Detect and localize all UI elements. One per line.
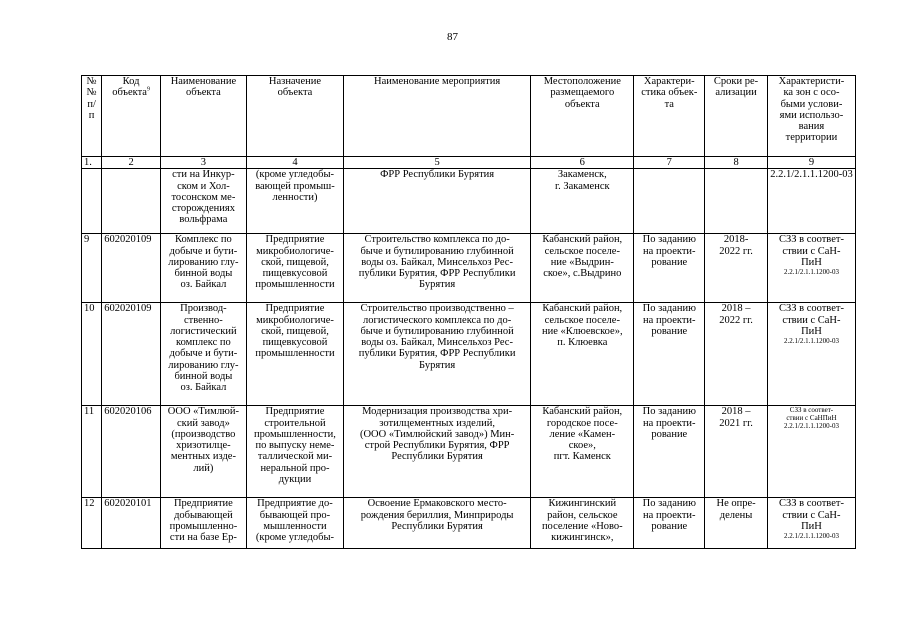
row-location: Кабанский район, сельское поселе- ние «Клюевское», п. Клюевка — [531, 303, 634, 406]
column-number: 8 — [705, 157, 768, 169]
row-measure: ФРР Республики Бурятия — [344, 169, 531, 234]
row-terms: Не опре- делены — [705, 498, 768, 549]
header-measure: Наименование мероприятия — [344, 76, 531, 157]
row-code — [102, 169, 161, 234]
row-characteristic — [634, 169, 705, 234]
row-terms: 2018 – 2021 гг. — [705, 406, 768, 498]
row-name: Производ- ственно- логистический комплекс по добыче и бути- лированию глу- бинной воды оз. Байкал — [160, 303, 246, 406]
header-num: № № п/ п — [82, 76, 102, 157]
row-zones — [767, 498, 855, 549]
header-location: Местоположение размещаемого объекта — [531, 76, 634, 157]
header-purpose: Назначение объекта — [246, 76, 343, 157]
page-number: 87 — [447, 31, 458, 43]
row-zones-norm: 2.2.1/2.1.1.1200-03 — [783, 337, 839, 346]
row-characteristic: По заданию на проекти- рование — [634, 234, 705, 303]
row-measure: Освоение Ермаковского место- рождения бериллия, Минприроды Республики Бурятия — [344, 498, 531, 549]
row-zones-main: СЗЗ в соответ- ствии с СаН- ПиН — [778, 234, 844, 268]
row-purpose: Предприятие до- бывающей про- мышленности (кроме угледобы- — [246, 498, 343, 549]
column-number: 5 — [344, 157, 531, 169]
header-code-footnote: 9 — [146, 86, 150, 93]
row-location: Закаменск, г. Закаменск — [531, 169, 634, 234]
row-zones-norm: 2.2.1/2.1.1.1200-03 — [767, 169, 855, 234]
row-zones — [767, 406, 855, 498]
table-row — [82, 169, 856, 234]
row-num: 12 — [82, 498, 102, 549]
row-name: Предприятие добывающей промышленно- сти на базе Ер- — [160, 498, 246, 549]
row-terms — [705, 169, 768, 234]
measures-table — [81, 75, 856, 549]
row-zones-main: СЗЗ в соответ- ствии с СаНПиН — [786, 406, 837, 423]
column-number: 9 — [767, 157, 855, 169]
table-row — [82, 303, 856, 406]
row-purpose: Предприятие микробиологиче- ской, пищевой, пищевкусовой промышленности — [246, 303, 343, 406]
table-row — [82, 406, 856, 498]
row-name: ООО «Тимлюй- ский завод» (производство хризотилце- ментных изде- лий) — [160, 406, 246, 498]
row-purpose: Предприятие строительной промышленности, по выпуску неме- таллической ми- неральной про- дукции — [246, 406, 343, 498]
row-purpose: Предприятие микробиологиче- ской, пищевой, пищевкусовой промышленности — [246, 234, 343, 303]
row-measure: Модернизация производства хри- зотилцементных изделий, (ООО «Тимлюйский завод») Мин- строй Республики Бурятия, ФРР Республики Бурятия — [344, 406, 531, 498]
row-zones-norm: 2.2.1/2.1.1.1200-03 — [783, 268, 839, 277]
header-name: Наименование объекта — [160, 76, 246, 157]
row-characteristic: По заданию на проекти- рование — [634, 406, 705, 498]
row-purpose: (кроме угледобы- вающей промыш- ленности) — [246, 169, 343, 234]
column-number: 3 — [160, 157, 246, 169]
row-zones — [767, 234, 855, 303]
header-zones: Характеристи- ка зон с осо- быми услови- ями использо- вания территории — [767, 76, 855, 157]
row-num: 11 — [82, 406, 102, 498]
row-name: Комплекс по добыче и бути- лированию глу- бинной воды оз. Байкал — [160, 234, 246, 303]
row-location: Кижингинский район, сельское поселение «Ново- кижингинск», — [531, 498, 634, 549]
row-code: 602020109 — [102, 303, 161, 406]
row-code: 602020109 — [102, 234, 161, 303]
header-characteristic: Характери- стика объек- та — [634, 76, 705, 157]
row-num: 9 — [82, 234, 102, 303]
row-characteristic: По заданию на проекти- рование — [634, 303, 705, 406]
row-measure: Строительство производственно – логистического комплекса по до- быче и бутилированию глубинной воды оз. Байкал, Минсельхоз Рес- публики Бурятия, ФРР Республики Бурятия — [344, 303, 531, 406]
table-row — [82, 234, 856, 303]
row-code: 602020106 — [102, 406, 161, 498]
row-num: 10 — [82, 303, 102, 406]
header-terms: Сроки ре- ализации — [705, 76, 768, 157]
row-measure: Строительство комплекса по до- быче и бутилированию глубинной воды оз. Байкал, Минсельхоз Рес- публики Бурятия, ФРР Республики Бурятия — [344, 234, 531, 303]
row-characteristic: По заданию на проекти- рование — [634, 498, 705, 549]
row-terms: 2018 – 2022 гг. — [705, 303, 768, 406]
row-zones-main: СЗЗ в соответ- ствии с СаН- ПиН — [778, 303, 844, 337]
column-number: 4 — [246, 157, 343, 169]
row-terms: 2018- 2022 гг. — [705, 234, 768, 303]
header-code-label: Код объекта — [112, 76, 147, 99]
row-zones-main: СЗЗ в соответ- ствии с СаН- ПиН — [778, 498, 844, 532]
column-number: 6 — [531, 157, 634, 169]
header-code — [102, 76, 161, 157]
row-num — [82, 169, 102, 234]
header-row — [82, 76, 856, 157]
row-zones-norm: 2.2.1/2.1.1.1200-03 — [783, 532, 839, 541]
row-location: Кабанский район, сельское поселе- ние «Выдрин- ское», с.Выдрино — [531, 234, 634, 303]
row-location: Кабанский район, городское посе- ление «Камен- ское», пгт. Каменск — [531, 406, 634, 498]
column-number: 7 — [634, 157, 705, 169]
table-row — [82, 498, 856, 549]
row-zones-norm: 2.2.1/2.1.1.1200-03 — [783, 422, 839, 431]
row-zones — [767, 303, 855, 406]
column-number-row — [82, 157, 856, 169]
column-number: 2 — [102, 157, 161, 169]
row-code: 602020101 — [102, 498, 161, 549]
column-number: 1. — [82, 157, 102, 169]
row-name: сти на Инкур- ском и Хол- тосонском ме- сторождениях вольфрама — [160, 169, 246, 234]
